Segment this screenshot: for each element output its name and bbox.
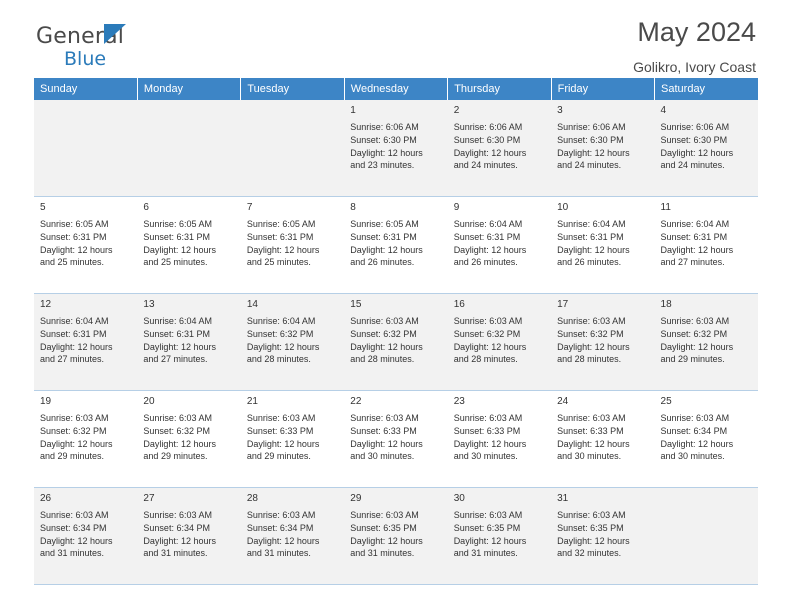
day-daylight1-text: Daylight: 12 hours bbox=[246, 341, 320, 352]
calendar-cell-empty bbox=[241, 100, 344, 197]
day-daylight2-text: and 23 minutes. bbox=[350, 160, 415, 171]
day-sunset-text: Sunset: 6:32 PM bbox=[557, 328, 624, 339]
day-number: 2 bbox=[453, 105, 460, 116]
day-daylight2-text: and 26 minutes. bbox=[350, 257, 415, 268]
calendar-day-cell bbox=[344, 488, 447, 585]
day-details bbox=[40, 412, 132, 463]
weekday-header-wednesday: Wednesday bbox=[344, 78, 447, 100]
day-number: 17 bbox=[557, 299, 569, 310]
day-sunset-text: Sunset: 6:33 PM bbox=[557, 425, 624, 436]
day-number: 23 bbox=[453, 396, 465, 407]
calendar-day-cell bbox=[34, 488, 137, 585]
day-number: 8 bbox=[350, 202, 356, 213]
day-daylight1-text: Daylight: 12 hours bbox=[143, 244, 216, 255]
day-daylight1-text: Daylight: 12 hours bbox=[453, 147, 527, 158]
day-sunrise-text: Sunrise: 6:05 AM bbox=[40, 219, 109, 230]
day-sunrise-text: Sunrise: 6:06 AM bbox=[557, 122, 626, 133]
day-daylight2-text: and 29 minutes. bbox=[143, 451, 208, 462]
calendar-day-cell bbox=[448, 488, 551, 585]
day-daylight1-text: Daylight: 12 hours bbox=[40, 341, 113, 352]
day-sunset-text: Sunset: 6:31 PM bbox=[660, 231, 728, 242]
weekday-header-saturday: Saturday bbox=[655, 78, 758, 100]
day-daylight2-text: and 30 minutes. bbox=[557, 451, 622, 462]
day-daylight1-text: Daylight: 12 hours bbox=[246, 244, 320, 255]
day-sunrise-text: Sunrise: 6:03 AM bbox=[350, 413, 419, 424]
day-number: 12 bbox=[40, 299, 52, 310]
calendar-day-cell bbox=[344, 294, 447, 391]
day-details bbox=[143, 509, 235, 560]
day-sunrise-text: Sunrise: 6:03 AM bbox=[143, 510, 212, 521]
day-sunrise-text: Sunrise: 6:06 AM bbox=[350, 122, 419, 133]
day-sunrise-text: Sunrise: 6:03 AM bbox=[40, 413, 109, 424]
day-sunrise-text: Sunrise: 6:04 AM bbox=[40, 316, 109, 327]
day-sunset-text: Sunset: 6:32 PM bbox=[660, 328, 728, 339]
day-daylight1-text: Daylight: 12 hours bbox=[246, 535, 320, 546]
day-details bbox=[247, 412, 339, 463]
day-daylight1-text: Daylight: 12 hours bbox=[557, 341, 630, 352]
day-sunrise-text: Sunrise: 6:03 AM bbox=[453, 413, 523, 424]
day-sunset-text: Sunset: 6:31 PM bbox=[350, 231, 417, 242]
day-sunrise-text: Sunrise: 6:04 AM bbox=[246, 316, 316, 327]
day-number: 13 bbox=[143, 299, 155, 310]
day-daylight2-text: and 25 minutes. bbox=[40, 257, 105, 268]
calendar-day-cell bbox=[655, 100, 758, 197]
day-sunset-text: Sunset: 6:33 PM bbox=[246, 425, 314, 436]
calendar-day-cell bbox=[241, 391, 344, 488]
day-daylight2-text: and 26 minutes. bbox=[557, 257, 622, 268]
day-sunrise-text: Sunrise: 6:03 AM bbox=[453, 510, 523, 521]
day-daylight1-text: Daylight: 12 hours bbox=[453, 535, 527, 546]
day-daylight2-text: and 30 minutes. bbox=[350, 451, 415, 462]
day-sunrise-text: Sunrise: 6:05 AM bbox=[350, 219, 419, 230]
day-details bbox=[143, 315, 235, 366]
day-daylight2-text: and 28 minutes. bbox=[350, 354, 415, 365]
day-daylight1-text: Daylight: 12 hours bbox=[143, 341, 216, 352]
day-daylight2-text: and 31 minutes. bbox=[350, 548, 415, 559]
day-number: 29 bbox=[350, 493, 362, 504]
day-details bbox=[661, 315, 753, 366]
day-daylight1-text: Daylight: 12 hours bbox=[40, 244, 113, 255]
day-number: 3 bbox=[557, 105, 563, 116]
day-sunset-text: Sunset: 6:31 PM bbox=[557, 231, 624, 242]
calendar-day-cell bbox=[137, 391, 240, 488]
calendar-day-cell bbox=[655, 197, 758, 294]
day-sunset-text: Sunset: 6:32 PM bbox=[40, 425, 107, 436]
weekday-header-row bbox=[34, 78, 758, 100]
day-daylight1-text: Daylight: 12 hours bbox=[557, 438, 630, 449]
weekday-header-tuesday: Tuesday bbox=[241, 78, 344, 100]
day-sunrise-text: Sunrise: 6:06 AM bbox=[660, 122, 730, 133]
day-number: 9 bbox=[453, 202, 460, 213]
day-daylight2-text: and 27 minutes. bbox=[660, 257, 725, 268]
logo-blue-text: Blue bbox=[64, 48, 107, 70]
day-daylight1-text: Daylight: 12 hours bbox=[350, 244, 423, 255]
day-details bbox=[350, 218, 442, 269]
day-details bbox=[454, 509, 546, 560]
weekday-header-monday: Monday bbox=[137, 78, 240, 100]
calendar-day-cell bbox=[655, 391, 758, 488]
day-number: 30 bbox=[453, 493, 465, 504]
day-sunrise-text: Sunrise: 6:03 AM bbox=[350, 316, 419, 327]
day-number: 11 bbox=[660, 202, 671, 213]
calendar-day-cell bbox=[241, 197, 344, 294]
day-sunset-text: Sunset: 6:31 PM bbox=[40, 328, 107, 339]
day-details bbox=[247, 218, 339, 269]
title-block bbox=[633, 18, 756, 75]
day-sunset-text: Sunset: 6:31 PM bbox=[453, 231, 521, 242]
day-details bbox=[454, 412, 546, 463]
day-number: 25 bbox=[660, 396, 672, 407]
calendar-day-cell bbox=[344, 197, 447, 294]
calendar-day-cell bbox=[241, 294, 344, 391]
day-daylight2-text: and 25 minutes. bbox=[246, 257, 311, 268]
day-daylight2-text: and 30 minutes. bbox=[453, 451, 518, 462]
calendar-body bbox=[34, 100, 758, 585]
day-sunset-text: Sunset: 6:33 PM bbox=[453, 425, 521, 436]
calendar-day-cell bbox=[137, 294, 240, 391]
calendar-day-cell bbox=[344, 100, 447, 197]
calendar-day-cell bbox=[655, 294, 758, 391]
day-number: 1 bbox=[350, 105, 356, 116]
day-details bbox=[454, 218, 546, 269]
day-details bbox=[661, 412, 753, 463]
day-daylight2-text: and 26 minutes. bbox=[453, 257, 518, 268]
day-daylight1-text: Daylight: 12 hours bbox=[660, 244, 734, 255]
calendar-day-cell bbox=[551, 197, 654, 294]
calendar-week-row bbox=[34, 197, 758, 294]
day-daylight1-text: Daylight: 12 hours bbox=[557, 147, 630, 158]
day-daylight2-text: and 24 minutes. bbox=[660, 160, 725, 171]
calendar-day-cell bbox=[448, 100, 551, 197]
day-daylight1-text: Daylight: 12 hours bbox=[557, 244, 630, 255]
day-details bbox=[247, 509, 339, 560]
day-sunrise-text: Sunrise: 6:03 AM bbox=[660, 316, 730, 327]
day-details bbox=[350, 412, 442, 463]
day-daylight1-text: Daylight: 12 hours bbox=[143, 535, 216, 546]
day-daylight2-text: and 28 minutes. bbox=[453, 354, 518, 365]
day-sunset-text: Sunset: 6:32 PM bbox=[246, 328, 314, 339]
day-daylight2-text: and 24 minutes. bbox=[453, 160, 518, 171]
day-number: 27 bbox=[143, 493, 155, 504]
calendar-day-cell bbox=[137, 488, 240, 585]
flag-icon bbox=[104, 24, 126, 44]
day-number: 16 bbox=[453, 299, 465, 310]
day-sunrise-text: Sunrise: 6:03 AM bbox=[557, 316, 626, 327]
day-sunset-text: Sunset: 6:30 PM bbox=[660, 134, 728, 145]
day-number: 5 bbox=[40, 202, 46, 213]
day-number: 10 bbox=[557, 202, 569, 213]
day-sunset-text: Sunset: 6:35 PM bbox=[453, 522, 521, 533]
calendar-day-cell bbox=[551, 488, 654, 585]
day-sunset-text: Sunset: 6:34 PM bbox=[40, 522, 107, 533]
day-daylight1-text: Daylight: 12 hours bbox=[350, 341, 423, 352]
calendar-day-cell bbox=[34, 197, 137, 294]
day-sunrise-text: Sunrise: 6:03 AM bbox=[143, 413, 212, 424]
page-title: May 2024 bbox=[637, 17, 756, 47]
day-number: 7 bbox=[246, 202, 253, 213]
day-sunset-text: Sunset: 6:33 PM bbox=[350, 425, 417, 436]
day-daylight2-text: and 31 minutes. bbox=[40, 548, 105, 559]
calendar-day-cell bbox=[34, 294, 137, 391]
day-sunset-text: Sunset: 6:30 PM bbox=[557, 134, 624, 145]
day-details bbox=[350, 509, 442, 560]
page-header bbox=[34, 0, 758, 78]
day-daylight2-text: and 24 minutes. bbox=[557, 160, 622, 171]
day-sunset-text: Sunset: 6:31 PM bbox=[143, 328, 210, 339]
calendar-day-cell bbox=[344, 391, 447, 488]
day-daylight2-text: and 29 minutes. bbox=[246, 451, 311, 462]
day-sunrise-text: Sunrise: 6:06 AM bbox=[453, 122, 523, 133]
day-sunrise-text: Sunrise: 6:03 AM bbox=[246, 510, 316, 521]
day-number: 24 bbox=[557, 396, 569, 407]
day-daylight1-text: Daylight: 12 hours bbox=[40, 438, 113, 449]
day-number: 31 bbox=[557, 493, 569, 504]
day-details bbox=[143, 218, 235, 269]
calendar-day-cell bbox=[551, 294, 654, 391]
day-daylight2-text: and 29 minutes. bbox=[40, 451, 105, 462]
day-sunset-text: Sunset: 6:34 PM bbox=[660, 425, 728, 436]
day-number: 26 bbox=[40, 493, 52, 504]
calendar-day-cell bbox=[241, 488, 344, 585]
day-daylight2-text: and 31 minutes. bbox=[453, 548, 518, 559]
calendar-cell-empty bbox=[137, 100, 240, 197]
day-daylight1-text: Daylight: 12 hours bbox=[350, 147, 423, 158]
day-number: 18 bbox=[660, 299, 672, 310]
page-subtitle: Golikro, Ivory Coast bbox=[633, 58, 756, 75]
day-sunrise-text: Sunrise: 6:03 AM bbox=[350, 510, 419, 521]
day-number: 6 bbox=[143, 202, 149, 213]
day-sunset-text: Sunset: 6:35 PM bbox=[557, 522, 624, 533]
calendar-table bbox=[34, 78, 758, 585]
day-sunrise-text: Sunrise: 6:03 AM bbox=[246, 413, 316, 424]
day-daylight1-text: Daylight: 12 hours bbox=[350, 438, 423, 449]
day-details bbox=[661, 121, 753, 172]
day-sunset-text: Sunset: 6:32 PM bbox=[453, 328, 521, 339]
day-sunrise-text: Sunrise: 6:03 AM bbox=[557, 510, 626, 521]
day-details bbox=[350, 315, 442, 366]
day-number: 21 bbox=[246, 396, 258, 407]
day-daylight1-text: Daylight: 12 hours bbox=[246, 438, 320, 449]
day-sunset-text: Sunset: 6:30 PM bbox=[453, 134, 521, 145]
calendar-week-row bbox=[34, 100, 758, 197]
day-daylight2-text: and 28 minutes. bbox=[557, 354, 622, 365]
day-daylight2-text: and 32 minutes. bbox=[557, 548, 622, 559]
day-sunset-text: Sunset: 6:31 PM bbox=[246, 231, 314, 242]
weekday-header-thursday: Thursday bbox=[448, 78, 551, 100]
weekday-header-sunday: Sunday bbox=[34, 78, 137, 100]
day-details bbox=[454, 121, 546, 172]
day-details bbox=[661, 218, 753, 269]
day-details bbox=[247, 315, 339, 366]
day-sunrise-text: Sunrise: 6:04 AM bbox=[143, 316, 212, 327]
day-daylight1-text: Daylight: 12 hours bbox=[660, 438, 734, 449]
day-daylight1-text: Daylight: 12 hours bbox=[453, 244, 527, 255]
day-daylight2-text: and 31 minutes. bbox=[143, 548, 208, 559]
day-details bbox=[40, 509, 132, 560]
day-sunrise-text: Sunrise: 6:03 AM bbox=[660, 413, 730, 424]
day-details bbox=[40, 218, 132, 269]
calendar-day-cell bbox=[448, 197, 551, 294]
day-daylight2-text: and 25 minutes. bbox=[143, 257, 208, 268]
day-daylight2-text: and 29 minutes. bbox=[660, 354, 725, 365]
day-sunrise-text: Sunrise: 6:04 AM bbox=[660, 219, 730, 230]
calendar-cell-empty bbox=[34, 100, 137, 197]
day-daylight2-text: and 31 minutes. bbox=[246, 548, 311, 559]
calendar-week-row bbox=[34, 294, 758, 391]
day-sunset-text: Sunset: 6:31 PM bbox=[40, 231, 107, 242]
calendar-day-cell bbox=[551, 391, 654, 488]
day-daylight2-text: and 27 minutes. bbox=[40, 354, 105, 365]
day-sunrise-text: Sunrise: 6:03 AM bbox=[453, 316, 523, 327]
day-daylight2-text: and 28 minutes. bbox=[246, 354, 311, 365]
day-sunset-text: Sunset: 6:34 PM bbox=[246, 522, 314, 533]
calendar-week-row bbox=[34, 488, 758, 585]
day-number: 15 bbox=[350, 299, 362, 310]
day-sunrise-text: Sunrise: 6:05 AM bbox=[143, 219, 212, 230]
day-number: 22 bbox=[350, 396, 362, 407]
calendar-day-cell bbox=[34, 391, 137, 488]
day-details bbox=[557, 412, 649, 463]
day-details bbox=[557, 121, 649, 172]
day-sunrise-text: Sunrise: 6:03 AM bbox=[40, 510, 109, 521]
day-number: 20 bbox=[143, 396, 155, 407]
day-number: 19 bbox=[40, 396, 52, 407]
day-daylight1-text: Daylight: 12 hours bbox=[453, 341, 527, 352]
day-details bbox=[557, 218, 649, 269]
day-number: 4 bbox=[660, 105, 667, 116]
day-sunset-text: Sunset: 6:31 PM bbox=[143, 231, 210, 242]
day-daylight1-text: Daylight: 12 hours bbox=[660, 147, 734, 158]
day-daylight2-text: and 27 minutes. bbox=[143, 354, 208, 365]
general-blue-logo bbox=[36, 26, 124, 69]
day-sunset-text: Sunset: 6:32 PM bbox=[350, 328, 417, 339]
day-details bbox=[454, 315, 546, 366]
day-sunset-text: Sunset: 6:30 PM bbox=[350, 134, 417, 145]
calendar-day-cell bbox=[448, 391, 551, 488]
day-sunset-text: Sunset: 6:35 PM bbox=[350, 522, 417, 533]
day-daylight1-text: Daylight: 12 hours bbox=[143, 438, 216, 449]
day-details bbox=[40, 315, 132, 366]
calendar-cell-empty bbox=[655, 488, 758, 585]
day-daylight1-text: Daylight: 12 hours bbox=[660, 341, 734, 352]
day-daylight1-text: Daylight: 12 hours bbox=[350, 535, 423, 546]
day-details bbox=[557, 315, 649, 366]
calendar-day-cell bbox=[137, 197, 240, 294]
day-sunrise-text: Sunrise: 6:04 AM bbox=[453, 219, 523, 230]
calendar-week-row bbox=[34, 391, 758, 488]
day-details bbox=[143, 412, 235, 463]
day-details bbox=[350, 121, 442, 172]
day-sunset-text: Sunset: 6:34 PM bbox=[143, 522, 210, 533]
weekday-header-friday: Friday bbox=[551, 78, 654, 100]
calendar-day-cell bbox=[551, 100, 654, 197]
day-daylight1-text: Daylight: 12 hours bbox=[453, 438, 527, 449]
day-sunrise-text: Sunrise: 6:03 AM bbox=[557, 413, 626, 424]
day-daylight1-text: Daylight: 12 hours bbox=[557, 535, 630, 546]
day-number: 28 bbox=[246, 493, 258, 504]
day-sunrise-text: Sunrise: 6:04 AM bbox=[557, 219, 626, 230]
day-number: 14 bbox=[246, 299, 258, 310]
day-sunrise-text: Sunrise: 6:05 AM bbox=[246, 219, 316, 230]
calendar-day-cell bbox=[448, 294, 551, 391]
day-daylight2-text: and 30 minutes. bbox=[660, 451, 725, 462]
logo-general-text: General bbox=[36, 24, 125, 49]
day-details bbox=[557, 509, 649, 560]
day-daylight1-text: Daylight: 12 hours bbox=[40, 535, 113, 546]
day-sunset-text: Sunset: 6:32 PM bbox=[143, 425, 210, 436]
